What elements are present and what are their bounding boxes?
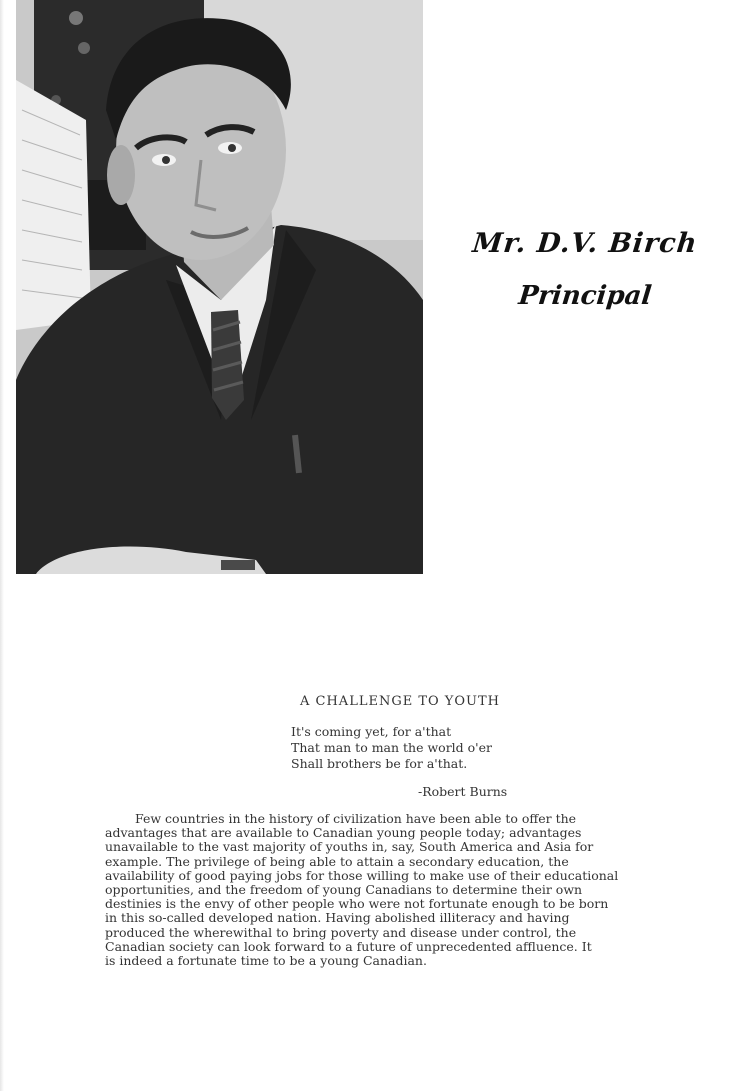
body-line: Canadian society can look forward to a future of unprecedented affluence. It (105, 938, 592, 954)
verse-quote (291, 724, 492, 772)
body-line: advantages that are available to Canadian young people today; advantages (105, 825, 582, 841)
quote-attribution: -Robert Burns (418, 784, 508, 799)
principal-portrait-photo (16, 0, 423, 574)
body-line: example. The privilege of being able to attain a secondary education, the (105, 853, 569, 869)
article-heading: A CHALLENGE TO YOUTH (300, 694, 500, 709)
body-line: opportunities, and the freedom of young Canadians to determine their own (105, 882, 583, 898)
body-line: Few countries in the history of civilization have been able to offer the (135, 811, 577, 826)
portrait-caption (440, 228, 730, 311)
body-line: availability of good paying jobs for those willing to make use of their educational (105, 867, 619, 883)
body-line: in this so-called developed nation. Having abolished illiteracy and having (105, 910, 570, 926)
principal-name: Mr. D.V. Birch (471, 228, 699, 259)
verse-line: Shall brothers be for a'that. (291, 756, 468, 771)
verse-line: It's coming yet, for a'that (291, 724, 452, 739)
page-edge-shadow (0, 0, 4, 1091)
body-line: is indeed a fortunate time to be a young Canadian. (105, 953, 427, 969)
article-body (105, 812, 717, 968)
body-line: unavailable to the vast majority of youths in, say, South America and Asia for (105, 839, 594, 855)
portrait-illustration (16, 0, 423, 574)
body-line: produced the wherewithal to bring poverty and disease under control, the (105, 924, 577, 940)
principal-title: Principal (517, 281, 653, 311)
body-line: destinies is the envy of other people who were not fortunate enough to be born (105, 896, 609, 912)
verse-line: That man to man the world o'er (291, 740, 492, 755)
